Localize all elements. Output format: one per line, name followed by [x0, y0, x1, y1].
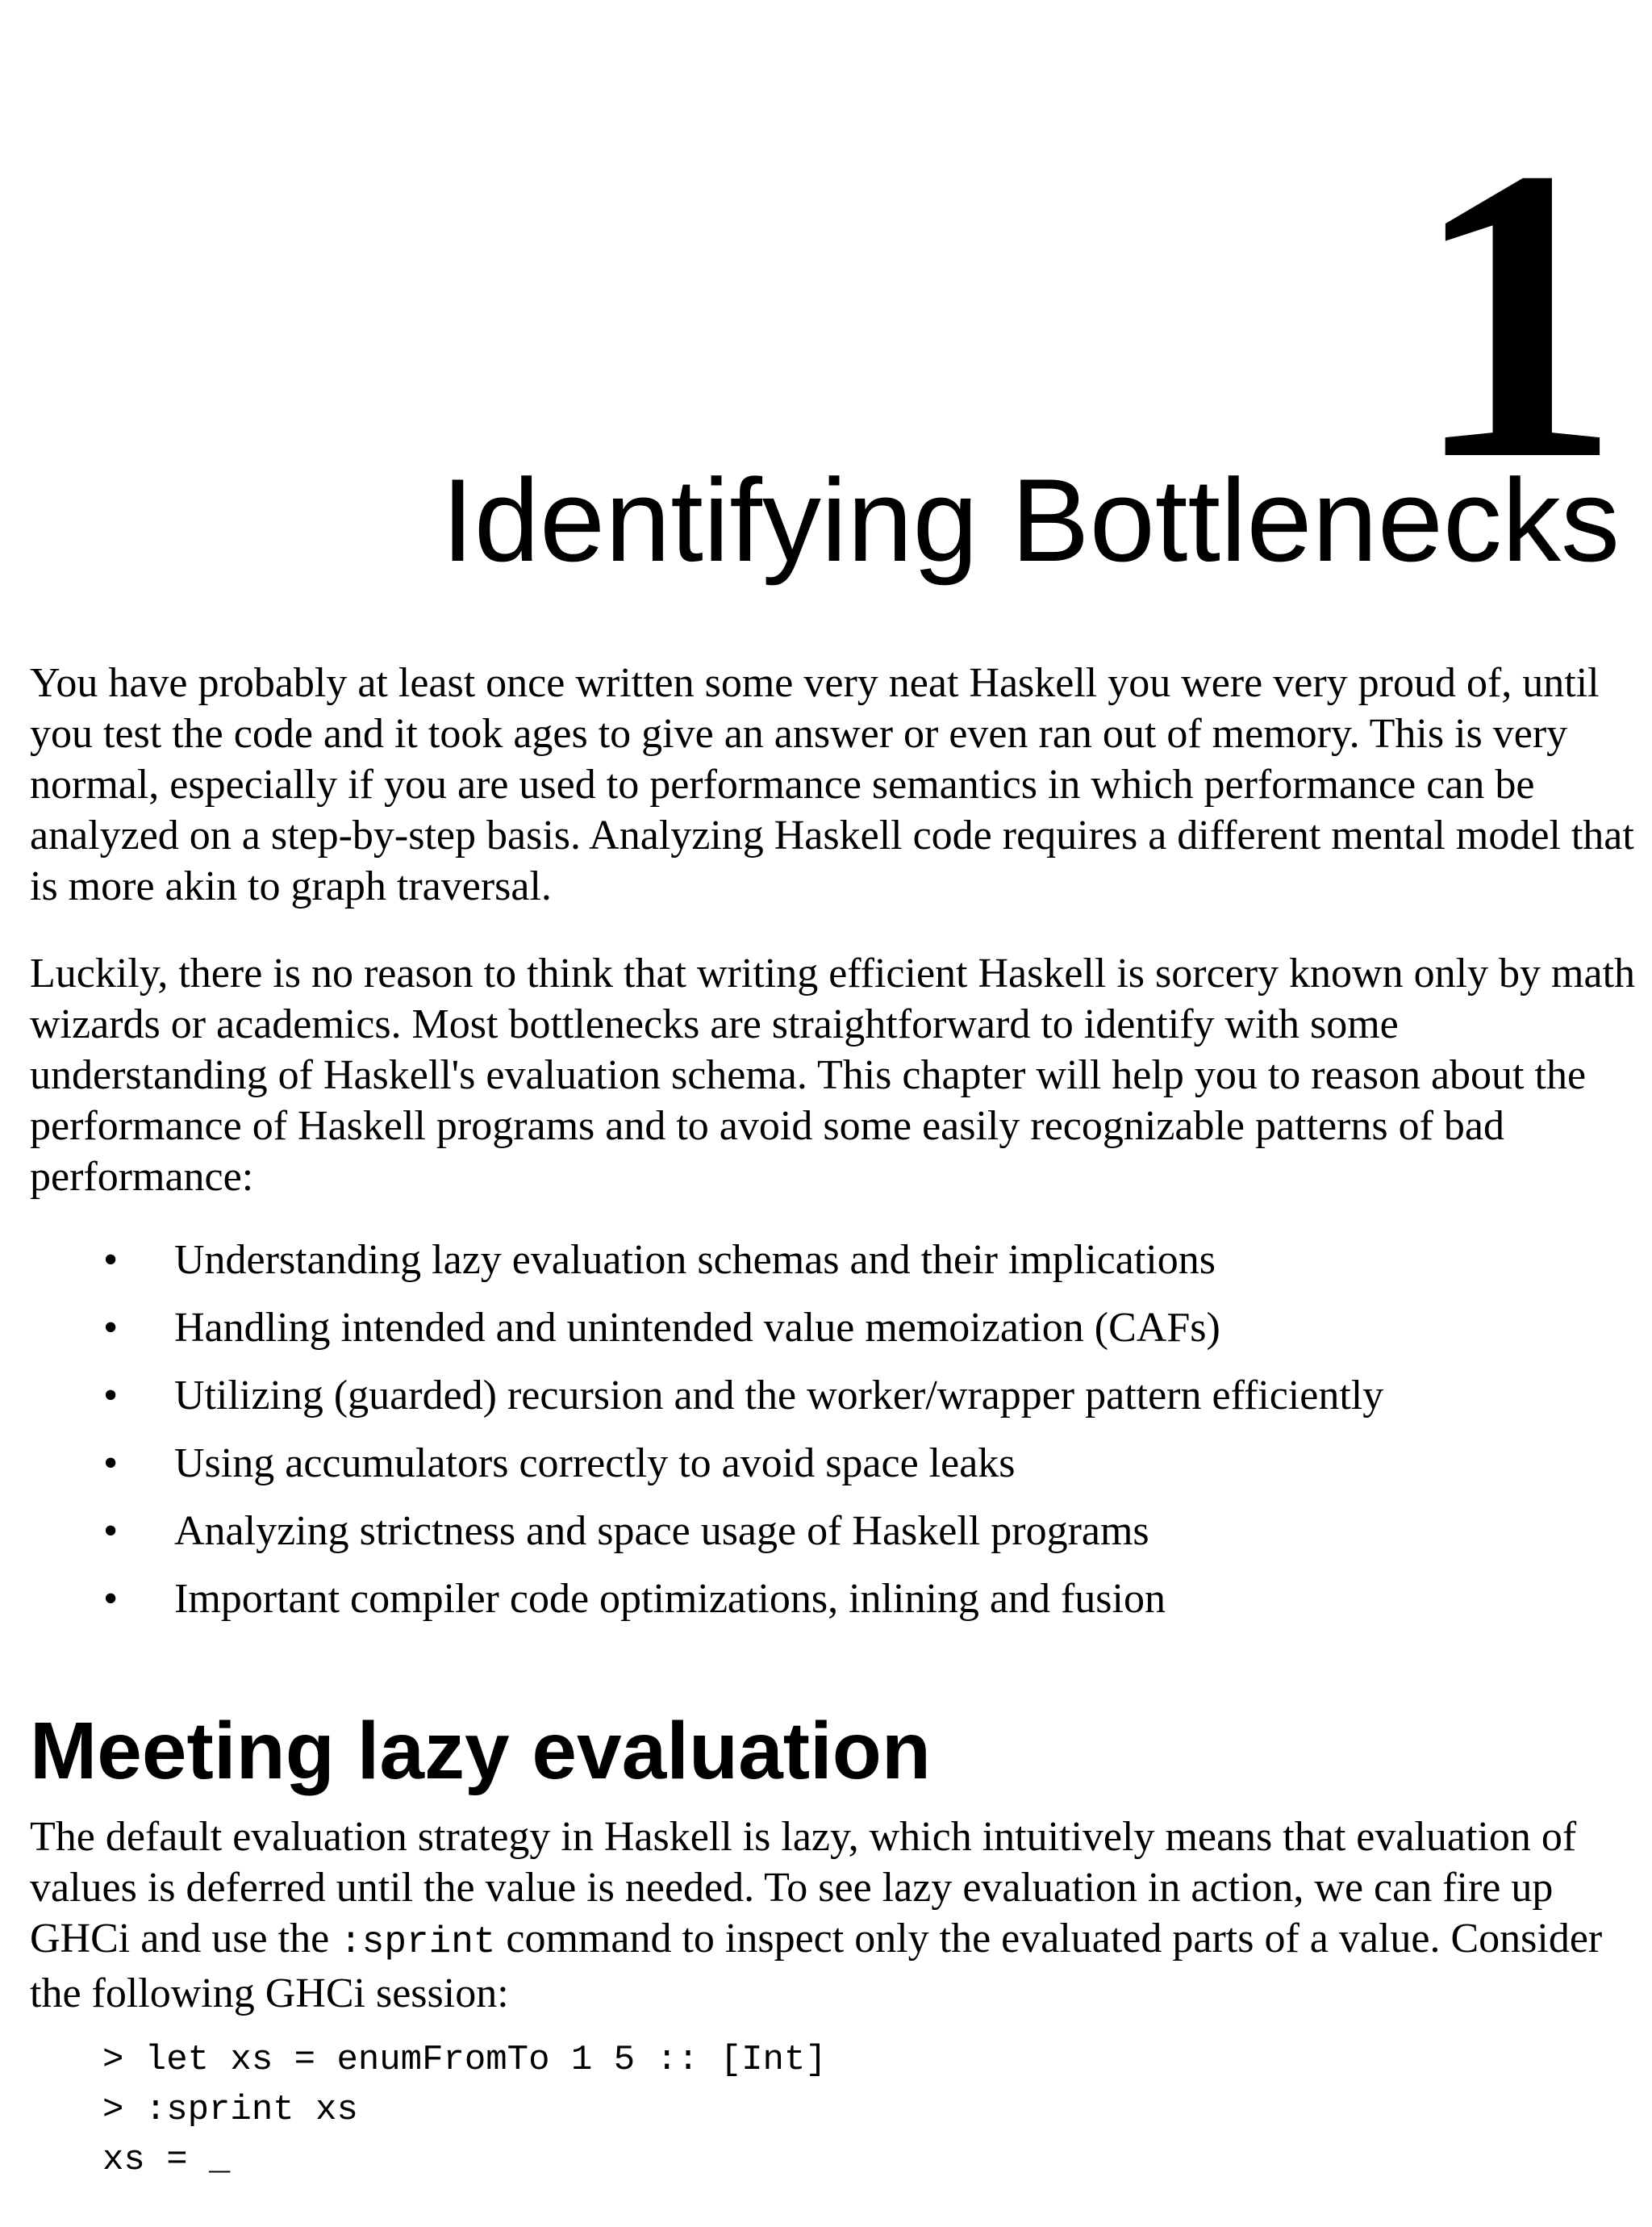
section-paragraph-text-end: command to inspect only the evaluated parts of a value. Consider the following GHCi session:	[30, 1916, 1603, 2016]
list-item-text: Understanding lazy evaluation schemas and their implications	[174, 1237, 1216, 1283]
chapter-title: Identifying Bottlenecks	[441, 454, 1620, 586]
list-item	[0, 1370, 1652, 1438]
intro-paragraph-2: Luckily, there is no reason to think that writing efficient Haskell is sorcery known only by math wizards or academics. Most bottlenecks are straightforward to identify with some understanding of Haskell's evaluation schema. This chapter will help you to reason about the performance of Haskell programs and to avoid some easily recognizable patterns of bad performance:	[30, 951, 1636, 1200]
list-item	[0, 1506, 1652, 1573]
list-item-text: Utilizing (guarded) recursion and the worker/wrapper pattern efficiently	[174, 1373, 1384, 1419]
section-paragraph	[30, 1811, 1635, 2019]
intro-paragraph-1: You have probably at least once written some very neat Haskell you were very proud of, until you test the code and it took ages to give an answer or even ran out of memory. This is very normal, especially if you are used to performance semantics in which performance can be analyzed on a step-by-step basis. Analyzing Haskell code requires a different mental model that is more akin to graph traversal.	[30, 660, 1634, 909]
list-item	[0, 1235, 1652, 1302]
code-line: > :sprint xs	[102, 2090, 358, 2130]
ghci-code-block	[102, 2035, 827, 2185]
bullet-icon: •	[103, 1373, 119, 1419]
bullet-icon: •	[103, 1237, 119, 1283]
code-line: > let xs = enumFromTo 1 5 :: [Int]	[102, 2040, 827, 2080]
bullet-icon: •	[103, 1305, 119, 1351]
inline-code-sprint: :sprint	[340, 1921, 496, 1963]
bullet-icon: •	[103, 1440, 119, 1486]
list-item	[0, 1302, 1652, 1370]
list-item-text: Important compiler code optimizations, inlining and fusion	[174, 1576, 1166, 1622]
chapter-number: 1	[1412, 82, 1613, 546]
section-paragraph-text-start: The default evaluation strategy in Haskell is lazy, which intuitively means that evaluation of values is deferred until the value is needed. To see lazy evaluation in action, we can fire up GHCi and use the	[30, 1814, 1577, 1962]
list-item	[0, 1438, 1652, 1506]
list-item-text: Using accumulators correctly to avoid space leaks	[174, 1440, 1016, 1486]
list-item-text: Handling intended and unintended value memoization (CAFs)	[174, 1305, 1220, 1351]
chapter-topics-list	[0, 1235, 1652, 1641]
list-item-text: Analyzing strictness and space usage of Haskell programs	[174, 1508, 1149, 1554]
list-item	[0, 1573, 1652, 1641]
code-line: xs = _	[102, 2140, 231, 2180]
bullet-icon: •	[103, 1576, 119, 1622]
section-heading: Meeting lazy evaluation	[30, 1706, 931, 1796]
bullet-icon: •	[103, 1508, 119, 1554]
